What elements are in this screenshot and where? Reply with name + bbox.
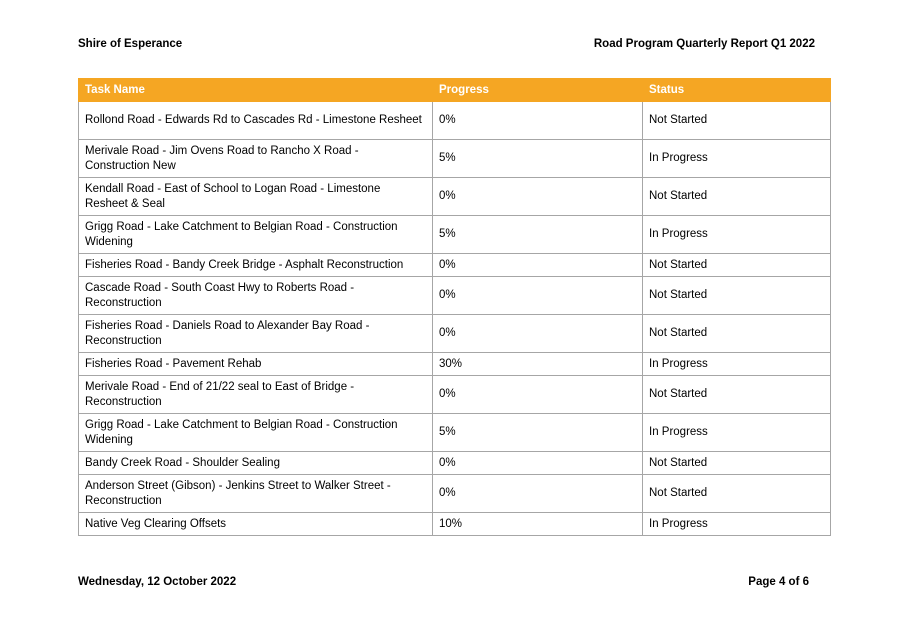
status-cell: Not Started [643, 475, 831, 513]
status-cell: Not Started [643, 178, 831, 216]
progress-cell: 10% [433, 513, 643, 536]
progress-cell: 0% [433, 178, 643, 216]
table-row [79, 178, 831, 216]
task-name-cell: Rollond Road - Edwards Rd to Cascades Rd - Limestone Resheet [79, 102, 433, 140]
column-header-progress: Progress [433, 79, 643, 102]
table-header-row [79, 79, 831, 102]
table-row [79, 353, 831, 376]
status-cell: Not Started [643, 376, 831, 414]
progress-cell: 0% [433, 102, 643, 140]
task-name-cell: Fisheries Road - Bandy Creek Bridge - Asphalt Reconstruction [79, 254, 433, 277]
status-cell: In Progress [643, 414, 831, 452]
status-cell: Not Started [643, 452, 831, 475]
table-row [79, 475, 831, 513]
table-row [79, 414, 831, 452]
task-name-cell: Anderson Street (Gibson) - Jenkins Street to Walker Street - Reconstruction [79, 475, 433, 513]
status-cell: In Progress [643, 353, 831, 376]
status-cell: Not Started [643, 315, 831, 353]
column-header-status: Status [643, 79, 831, 102]
table-row [79, 102, 831, 140]
progress-cell: 5% [433, 140, 643, 178]
column-header-task-name: Task Name [79, 79, 433, 102]
report-title: Road Program Quarterly Report Q1 2022 [593, 38, 815, 50]
task-name-cell: Fisheries Road - Daniels Road to Alexander Bay Road - Reconstruction [79, 315, 433, 353]
progress-cell: 0% [433, 254, 643, 277]
status-cell: In Progress [643, 216, 831, 254]
progress-cell: 0% [433, 452, 643, 475]
task-name-cell: Kendall Road - East of School to Logan Road - Limestone Resheet & Seal [79, 178, 433, 216]
table-row [79, 140, 831, 178]
progress-cell: 0% [433, 376, 643, 414]
status-cell: Not Started [643, 277, 831, 315]
status-cell: In Progress [643, 140, 831, 178]
task-name-cell: Native Veg Clearing Offsets [79, 513, 433, 536]
task-name-cell: Grigg Road - Lake Catchment to Belgian Road - Construction Widening [79, 414, 433, 452]
progress-cell: 0% [433, 315, 643, 353]
progress-cell: 30% [433, 353, 643, 376]
road-program-table [78, 78, 831, 536]
table-row [79, 513, 831, 536]
task-name-cell: Fisheries Road - Pavement Rehab [79, 353, 433, 376]
task-name-cell: Grigg Road - Lake Catchment to Belgian Road - Construction Widening [79, 216, 433, 254]
task-name-cell: Cascade Road - South Coast Hwy to Roberts Road - Reconstruction [79, 277, 433, 315]
table-row [79, 452, 831, 475]
table-row [79, 277, 831, 315]
report-date: Wednesday, 12 October 2022 [78, 576, 237, 588]
progress-cell: 5% [433, 216, 643, 254]
organisation-name: Shire of Esperance [78, 38, 183, 50]
status-cell: Not Started [643, 254, 831, 277]
table-row [79, 315, 831, 353]
progress-cell: 0% [433, 475, 643, 513]
table-row [79, 254, 831, 277]
progress-cell: 0% [433, 277, 643, 315]
page-number: Page 4 of 6 [748, 576, 809, 588]
task-name-cell: Merivale Road - End of 21/22 seal to East of Bridge - Reconstruction [79, 376, 433, 414]
status-cell: Not Started [643, 102, 831, 140]
table-row [79, 376, 831, 414]
task-name-cell: Merivale Road - Jim Ovens Road to Rancho X Road - Construction New [79, 140, 433, 178]
status-cell: In Progress [643, 513, 831, 536]
progress-cell: 5% [433, 414, 643, 452]
task-name-cell: Bandy Creek Road - Shoulder Sealing [79, 452, 433, 475]
table-row [79, 216, 831, 254]
